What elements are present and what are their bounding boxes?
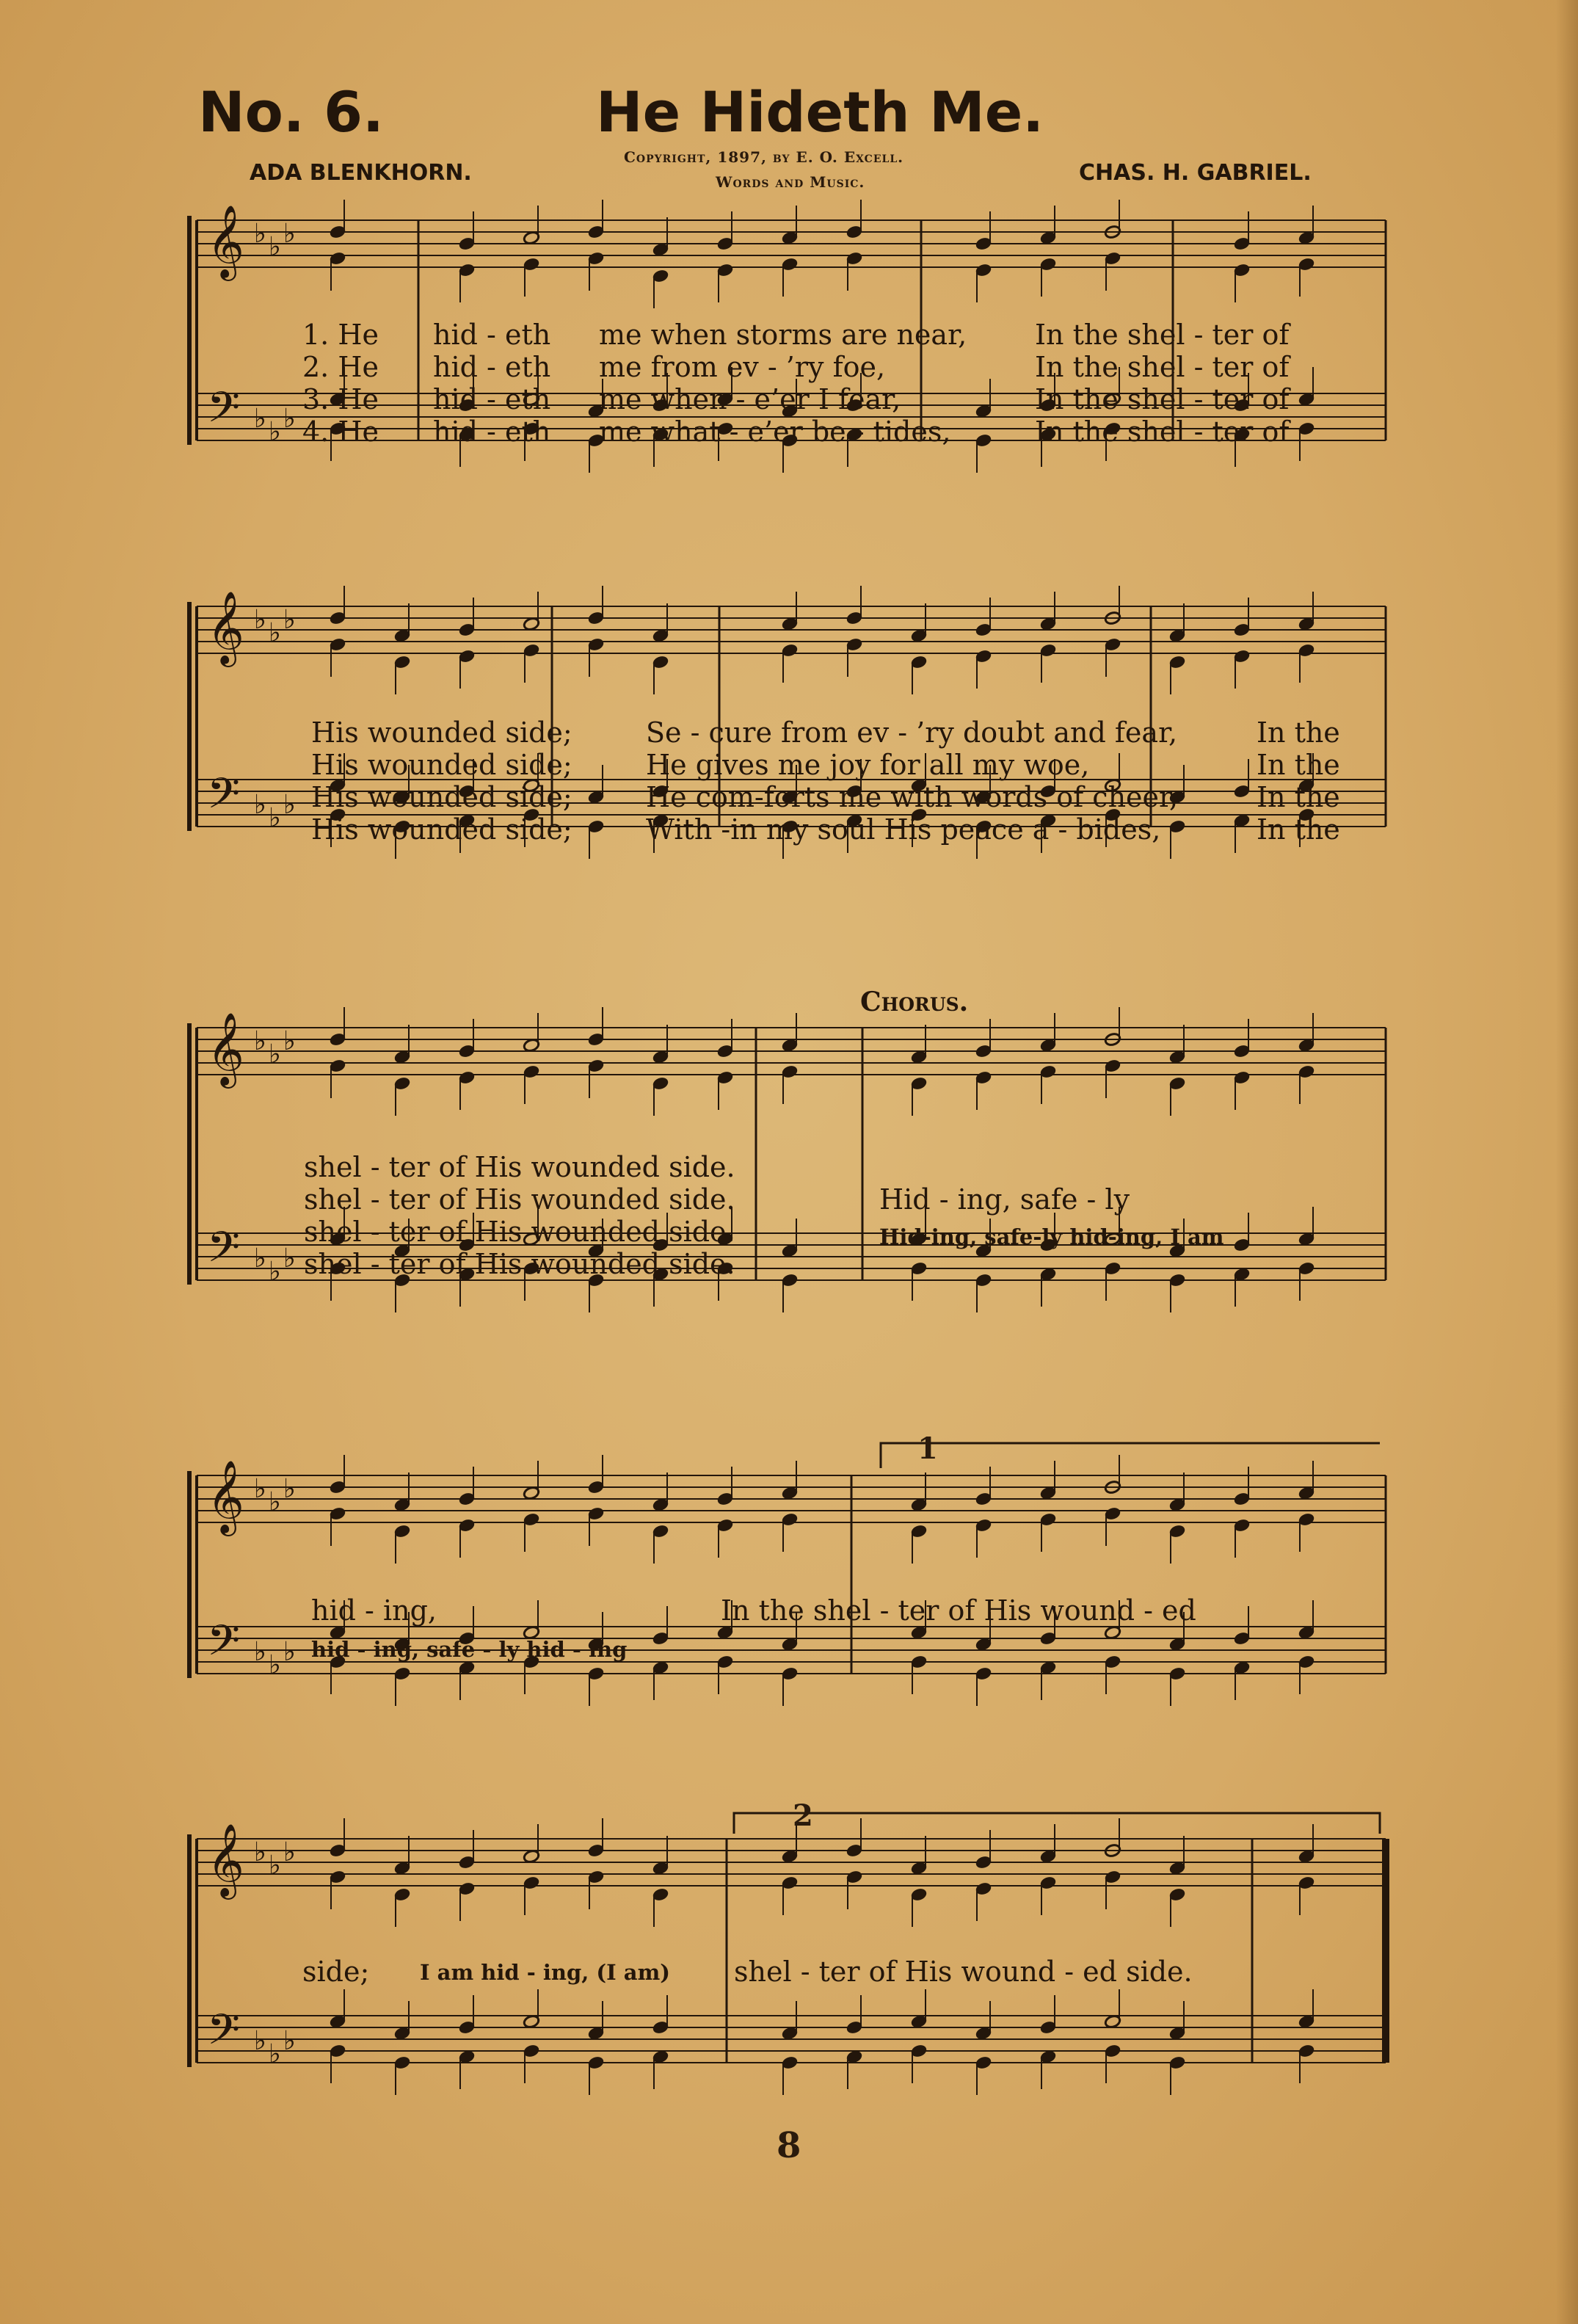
chorus-lyric-lower: Hid-ing, safe-ly hid-ing, I am (879, 1224, 1224, 1249)
lyric-line: shel - ter of His wounded side. (304, 1248, 735, 1280)
verse-lyrics-s1-c2 (433, 319, 550, 448)
flat-sign: ♭ (283, 1837, 296, 1867)
bass-clef: 𝄢 (207, 382, 241, 443)
flat-sign: ♭ (269, 1257, 281, 1287)
lyric-line: In the (1257, 781, 1340, 813)
flat-sign: ♭ (254, 1026, 266, 1056)
first-ending-bracket (881, 1443, 1380, 1468)
flat-sign: ♭ (269, 618, 281, 648)
composer-credit: CHAS. H. GABRIEL. (1079, 160, 1312, 186)
copyright-notice: Copyright, 1897, by E. O. Excell. (624, 148, 904, 166)
first-ending-marker: 1 (917, 1431, 938, 1466)
lyric-line: shel - ter of His wounded side. (304, 1151, 735, 1183)
chorus-lyric-s5-a: side; (302, 1956, 370, 1988)
verse-lyrics-s2-c3 (1257, 716, 1340, 846)
treble-clef: 𝄞 (207, 1460, 244, 1533)
lyric-line: In the shel - ter of (1035, 383, 1290, 415)
lyric-line: hid - eth (433, 383, 551, 415)
page-number: 8 (777, 2125, 801, 2166)
lyric-line: me what - e’er be - tides, (599, 415, 951, 448)
chorus-lyric-upper: Hid - ing, safe - ly (879, 1183, 1130, 1216)
lyric-line: 3. He (302, 383, 379, 415)
lyric-line: hid - eth (433, 351, 551, 383)
lyric-line: me when - e’er I fear, (599, 383, 901, 415)
chorus-lyric-s4-a: hid - ing, (311, 1594, 437, 1627)
flat-sign: ♭ (283, 1474, 296, 1504)
treble-clef: 𝄞 (207, 1823, 244, 1897)
bass-clef: 𝄢 (207, 1222, 241, 1282)
verse-lyrics-s1-c3 (599, 319, 967, 448)
flat-sign: ♭ (254, 790, 266, 820)
lyric-line: With -in my soul His peace a - bides, (646, 813, 1161, 846)
verse-lyrics-s2-c1 (311, 716, 572, 846)
lyricist-credit: ADA BLENKHORN. (250, 160, 472, 186)
lyric-line: His wounded side; (311, 781, 572, 813)
flat-sign: ♭ (269, 1650, 281, 1680)
flat-sign: ♭ (283, 605, 296, 635)
bass-clef: 𝄢 (207, 2005, 241, 2065)
flat-sign: ♭ (283, 1637, 296, 1667)
lyric-line: hid - eth (433, 415, 551, 448)
verse-lyrics-s1-c1 (302, 319, 379, 448)
flat-sign: ♭ (283, 2026, 296, 2056)
chorus-label: Chorus. (860, 987, 969, 1017)
flat-sign: ♭ (269, 1487, 281, 1517)
chorus-lyric-s5-lower: I am hid - ing, (I am) (420, 1960, 670, 1985)
second-ending-marker: 2 (793, 1798, 813, 1833)
lyric-line: His wounded side; (311, 813, 572, 846)
flat-sign: ♭ (254, 1637, 266, 1667)
flat-sign: ♭ (283, 219, 296, 249)
bass-clef: 𝄢 (207, 769, 241, 829)
chorus-lyric-s4-b: In the shel - ter of His wound - ed (721, 1594, 1196, 1627)
treble-clef: 𝄞 (207, 591, 244, 664)
verse-lyrics-s3 (304, 1151, 735, 1280)
flat-sign: ♭ (254, 1837, 266, 1867)
flat-sign: ♭ (254, 404, 266, 434)
verse-lyrics-s2-c2 (646, 716, 1178, 846)
bass-clef: 𝄢 (207, 1616, 241, 1676)
flat-sign: ♭ (254, 1474, 266, 1504)
flat-sign: ♭ (283, 1243, 296, 1274)
lyric-line: me when storms are near, (599, 319, 967, 351)
lyric-line: 4. He (302, 415, 379, 448)
flat-sign: ♭ (254, 219, 266, 249)
lyric-line: He com-forts me with words of cheer, (646, 781, 1179, 813)
lyric-line: He gives me joy for all my woe, (646, 749, 1090, 781)
lyric-line: In the (1257, 749, 1340, 781)
lyric-line: In the shel - ter of (1035, 415, 1290, 448)
flat-sign: ♭ (283, 404, 296, 434)
second-ending-bracket (734, 1813, 1380, 1834)
flat-sign: ♭ (254, 1243, 266, 1274)
verse-lyrics-s1-c4 (1035, 319, 1289, 448)
lyric-line: 2. He (302, 351, 379, 383)
copyright-scope: Words and Music. (716, 173, 865, 191)
flat-sign: ♭ (254, 605, 266, 635)
flat-sign: ♭ (269, 417, 281, 447)
hymn-number: No. 6. (198, 79, 384, 145)
flat-sign: ♭ (283, 1026, 296, 1056)
treble-clef: 𝄞 (207, 1012, 244, 1086)
lyric-line: His wounded side; (311, 749, 572, 781)
treble-clef: 𝄞 (207, 205, 244, 278)
lyric-line: shel - ter of His wounded side. (304, 1183, 735, 1216)
lyric-line: me from ev - ’ry foe, (599, 351, 886, 383)
lyric-line: His wounded side; (311, 716, 572, 749)
lyric-line: In the shel - ter of (1035, 351, 1290, 383)
lyric-line: In the shel - ter of (1035, 319, 1290, 351)
flat-sign: ♭ (254, 2026, 266, 2056)
lyric-line: shel - ter of His wounded side. (304, 1216, 735, 1248)
chorus-lyric-s4-lower: hid - ing, safe - ly hid - ing (311, 1637, 628, 1662)
chorus-lyric-s5-b: shel - ter of His wound - ed side. (734, 1956, 1193, 1988)
flat-sign: ♭ (283, 790, 296, 820)
flat-sign: ♭ (269, 232, 281, 262)
flat-sign: ♭ (269, 2039, 281, 2069)
lyric-line: In the (1257, 813, 1340, 846)
lyric-line: Se - cure from ev - ’ry doubt and fear, (646, 716, 1178, 749)
lyric-line: 1. He (302, 319, 379, 351)
lyric-line: In the (1257, 716, 1340, 749)
hymn-title: He Hideth Me. (596, 79, 1044, 145)
flat-sign: ♭ (269, 1039, 281, 1070)
flat-sign: ♭ (269, 803, 281, 833)
flat-sign: ♭ (269, 1851, 281, 1881)
lyric-line: hid - eth (433, 319, 551, 351)
